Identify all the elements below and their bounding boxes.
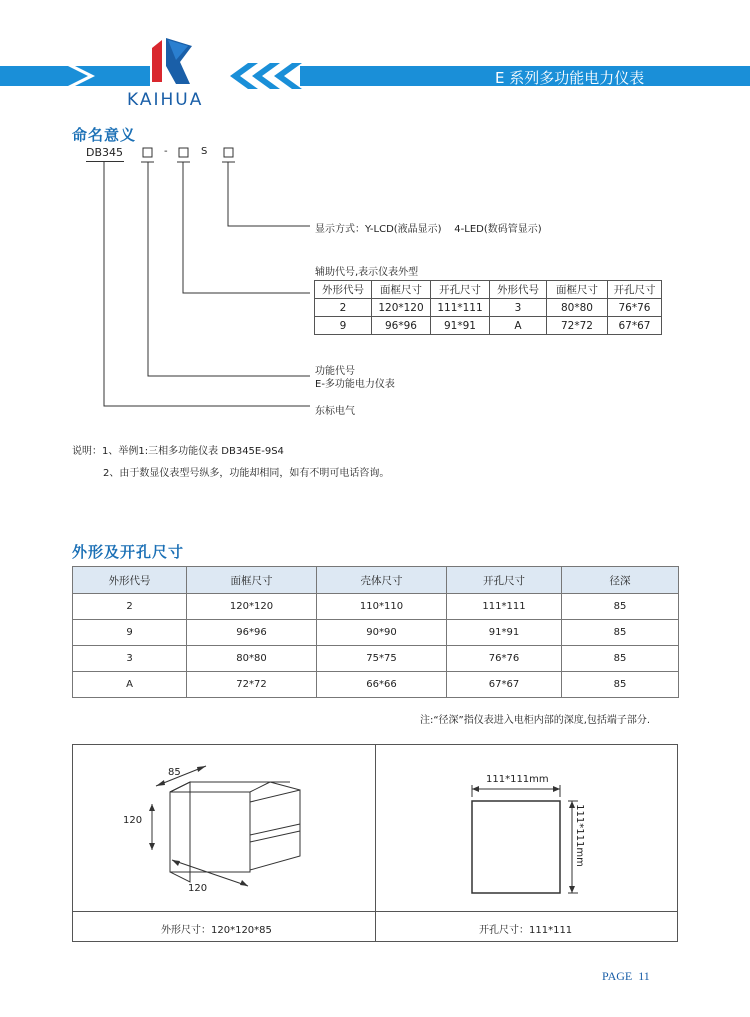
header-band [0,0,750,110]
dims-cell: 85 [562,620,679,646]
dims-cell: 110*110 [317,594,447,620]
code-table-header [315,281,662,299]
code-cell: 2 [315,299,372,317]
code-header-cell: 面框尺寸 [547,281,608,299]
dims-cell: 67*67 [447,672,562,698]
dims-header-cell: 外形代号 [73,567,187,594]
dims-cell: 91*91 [447,620,562,646]
header-graphic [0,0,750,110]
model-dash: - [164,146,168,157]
code-header-cell: 开孔尺寸 [431,281,490,299]
code-cell: 111*111 [431,299,490,317]
dims-table [72,566,679,698]
dims-cell: 9 [73,620,187,646]
cutout-height-label: 111*111mm [573,804,585,867]
cutout-width-label: 111*111mm [486,774,549,785]
depth-note: 注:“径深”指仪表进入电柜内部的深度,包括端子部分. [420,715,651,726]
dims-cell: 85 [562,646,679,672]
drawing-divider-vertical [375,744,376,942]
code-header-cell: 面框尺寸 [372,281,431,299]
page-number: PAGE 11 [602,969,650,983]
code-cell: 3 [490,299,547,317]
dims-cell: 76*76 [447,646,562,672]
code-header-cell: 外形代号 [490,281,547,299]
table-row [73,620,679,646]
code-header-cell: 开孔尺寸 [608,281,662,299]
dims-cell: 85 [562,672,679,698]
code-cell: 67*67 [608,317,662,335]
chevron-arrows-icon [230,63,302,89]
code-cell: 72*72 [547,317,608,335]
width-label: 120 [188,883,208,894]
dims-table-header [73,567,679,594]
dims-header-cell: 面框尺寸 [187,567,317,594]
dims-cell: 90*90 [317,620,447,646]
dims-cell: 72*72 [187,672,317,698]
table-row [73,594,679,620]
function-code-desc: 功能代号 [315,366,355,377]
code-header-cell: 外形代号 [315,281,372,299]
dims-cell: 80*80 [187,646,317,672]
note-line-1: 说明：1、举例1:三相多功能仪表 DB345E-9S4 [72,446,284,457]
dims-header-cell: 壳体尺寸 [317,567,447,594]
table-row [73,672,679,698]
table-row [315,299,662,317]
cutout-caption: 开孔尺寸：111*111 [479,925,573,936]
dims-cell: 3 [73,646,187,672]
code-cell: 120*120 [372,299,431,317]
cutout-square [472,801,560,893]
function-code-detail: E-多功能电力仪表 [315,379,395,390]
dims-header-cell: 开孔尺寸 [447,567,562,594]
table-row [315,317,662,335]
note-line-2: 2、由于数显仪表型号纵多，功能却相同，如有不明可电话咨询。 [103,468,390,479]
drawing-divider-horizontal [72,911,678,912]
depth-label: 85 [168,767,181,778]
dims-cell: 120*120 [187,594,317,620]
dims-header-cell: 径深 [562,567,679,594]
code-cell: 76*76 [608,299,662,317]
code-cell: 80*80 [547,299,608,317]
code-cell: 9 [315,317,372,335]
naming-section-title: 命名意义 [72,126,137,144]
dims-cell: 2 [73,594,187,620]
outline-drawing [110,760,320,900]
code-table [314,280,662,335]
series-title: E 系列多功能电力仪表 [495,69,645,87]
dims-cell: 66*66 [317,672,447,698]
model-letter-s: S [201,146,208,157]
code-cell: A [490,317,547,335]
model-prefix: DB345 [86,146,124,159]
company-desc: 东标电气 [315,406,355,417]
aux-code-desc: 辅助代号,表示仪表外型 [315,267,419,278]
dims-section-title: 外形及开孔尺寸 [72,543,185,561]
dims-cell: 75*75 [317,646,447,672]
code-cell: 96*96 [372,317,431,335]
dims-cell: 111*111 [447,594,562,620]
outline-caption: 外形尺寸：120*120*85 [161,925,272,936]
brand-name: KAIHUA [127,90,204,110]
height-label: 120 [123,815,143,826]
code-cell: 91*91 [431,317,490,335]
dims-cell: 85 [562,594,679,620]
dims-cell: 96*96 [187,620,317,646]
table-row [73,646,679,672]
display-mode-desc: 显示方式：Y-LCD(液晶显示) 4-LED(数码管显示) [315,224,542,235]
kaihua-logo-icon [152,38,192,84]
dims-cell: A [73,672,187,698]
